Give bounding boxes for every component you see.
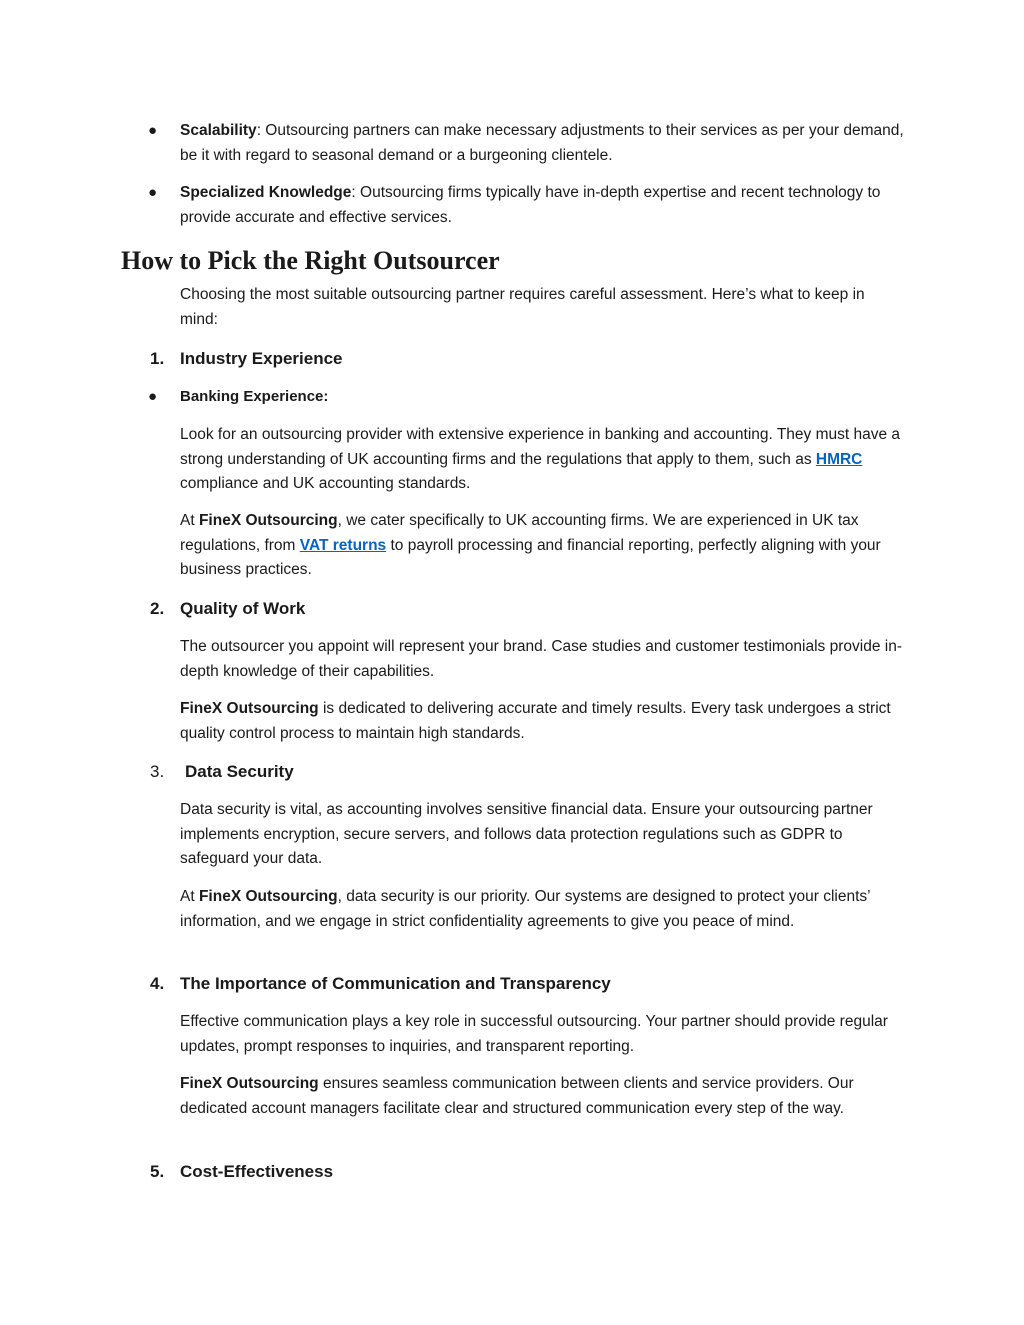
paragraph-text: , we cater specifically to UK accounting firms. We are experienced in UK tax regulations, from [180,512,859,554]
bullet-dot-icon: ● [148,388,158,405]
item-title-quality-of-work: Quality of Work [180,599,306,618]
banking-experience-label: Banking Experience: [180,388,329,405]
brand-name: FineX Outsourcing [180,700,319,717]
item-number: 4. [150,974,165,993]
item-title-industry-experience: Industry Experience [180,349,343,368]
benefit-text: : Outsourcing partners can make necessary adjustments to their services as per your demand, be it with regard to seasonal demand or a burgeoning clientele. [180,122,904,164]
quality-paragraph-2 [180,697,905,746]
paragraph-text: At [180,888,199,905]
benefit-text: : Outsourcing firms typically have in-depth expertise and recent technology to provide accurate and effective services. [180,184,881,226]
bullet-dot-icon: ● [148,184,158,201]
industry-paragraph-1 [180,423,905,497]
item-number: 5. [150,1162,165,1181]
benefit-specialized-knowledge [180,181,905,230]
paragraph-text: At [180,512,199,529]
security-paragraph-2 [180,885,905,934]
brand-name: FineX Outsourcing [198,512,338,529]
paragraph-text: to payroll processing and financial reporting, perfectly aligning with your business practices. [180,536,881,578]
benefit-term: Specialized Knowledge [180,184,352,201]
vat-returns-link[interactable]: VAT returns [299,536,387,554]
paragraph-text: , data security is our priority. Our systems are designed to protect your clients’ information, and we engage in strict confidentiality agreements to give you peace of mind. [180,888,870,930]
brand-name: FineX Outsourcing [198,888,338,905]
item-number: 1. [150,349,165,368]
item-title-cost-effectiveness: Cost-Effectiveness [180,1162,334,1181]
item-title-communication: The Importance of Communication and Transparency [180,974,611,993]
brand-name: FineX Outsourcing [180,1075,319,1092]
item-number: 3. [150,762,165,781]
item-number: 2. [150,599,165,618]
paragraph-text: is dedicated to delivering accurate and timely results. Every task undergoes a strict quality control process to maintain high standards. [180,700,891,742]
communication-paragraph-2 [180,1072,905,1121]
item-title-data-security: Data Security [185,762,294,781]
hmrc-link[interactable]: HMRC [815,450,863,468]
quality-paragraph-1: The outsourcer you appoint will represent your brand. Case studies and customer testimonials provide in-depth knowledge of their capabilities. [180,638,902,680]
bullet-dot-icon: ● [148,122,158,139]
paragraph-text: compliance and UK accounting standards. [180,475,471,492]
section-intro: Choosing the most suitable outsourcing partner requires careful assessment. Here’s what to keep in mind: [180,286,865,328]
benefit-scalability [180,119,905,168]
security-paragraph-1: Data security is vital, as accounting involves sensitive financial data. Ensure your outsourcing partner implements encryption, secure servers, and follows data protection regulations such as GDPR to safeguard your data. [180,801,873,867]
industry-paragraph-2 [180,509,905,583]
section-heading: How to Pick the Right Outsourcer [121,246,500,275]
paragraph-text: ensures seamless communication between clients and service providers. Our dedicated account managers facilitate clear and structured communication every step of the way. [180,1075,854,1117]
benefit-term: Scalability [180,122,257,139]
paragraph-text: Look for an outsourcing provider with extensive experience in banking and accounting. They must have a strong understanding of UK accounting firms and the regulations that apply to them, such as [180,426,901,468]
communication-paragraph-1: Effective communication plays a key role in successful outsourcing. Your partner should provide regular updates, prompt responses to inquiries, and transparent reporting. [180,1013,888,1055]
